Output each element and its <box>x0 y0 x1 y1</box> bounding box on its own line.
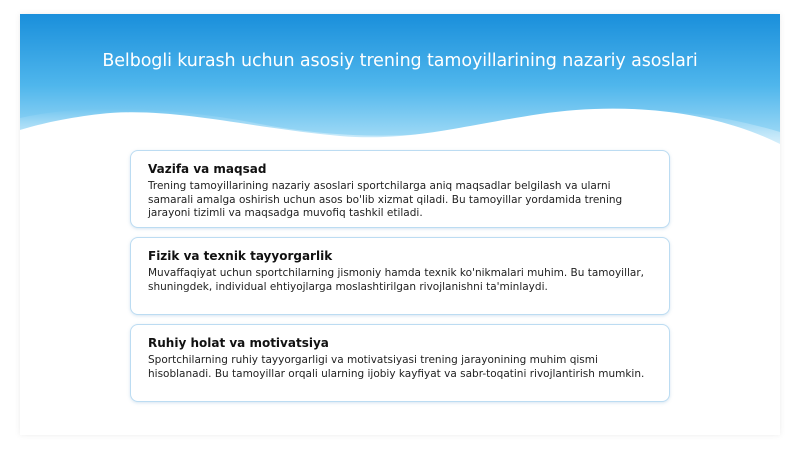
slide <box>20 14 780 435</box>
card-title: Fizik va texnik tayyorgarlik <box>148 249 333 263</box>
card-vazifa-maqsad <box>130 150 670 228</box>
card-ruhiy-motivatsiya <box>130 324 670 402</box>
card-body: Muvaffaqiyat uchun sportchilarning jismoniy hamda texnik ko'nikmalari muhim. Bu tamoyillar, shuningdek, individual ehtiyojlarga moslashtirilgan rivojlanishni ta'minlaydi. <box>148 267 644 293</box>
card-list <box>130 150 670 411</box>
card-title: Vazifa va maqsad <box>148 162 267 176</box>
card-fizik-texnik <box>130 237 670 315</box>
card-body: Sportchilarning ruhiy tayyorgarligi va motivatsiyasi trening jarayonining muhim qismi hisoblanadi. Bu tamoyillar orqali ularning ijobiy kayfiyat va sabr-toqatini rivojlantirish mumkin. <box>148 354 645 380</box>
card-title: Ruhiy holat va motivatsiya <box>148 336 329 350</box>
slide-title: Belbogli kurash uchun asosiy trening tamoyillarining nazariy asoslari <box>102 51 698 71</box>
card-body: Trening tamoyillarining nazariy asoslari sportchilarga aniq maqsadlar belgilash va ularni samarali amalga oshirish uchun asos bo'lib xizmat qiladi. Bu tamoyillar yordamida trening jarayoni tizimli va maqsadga muvofiq tashkil etiladi. <box>148 180 623 220</box>
